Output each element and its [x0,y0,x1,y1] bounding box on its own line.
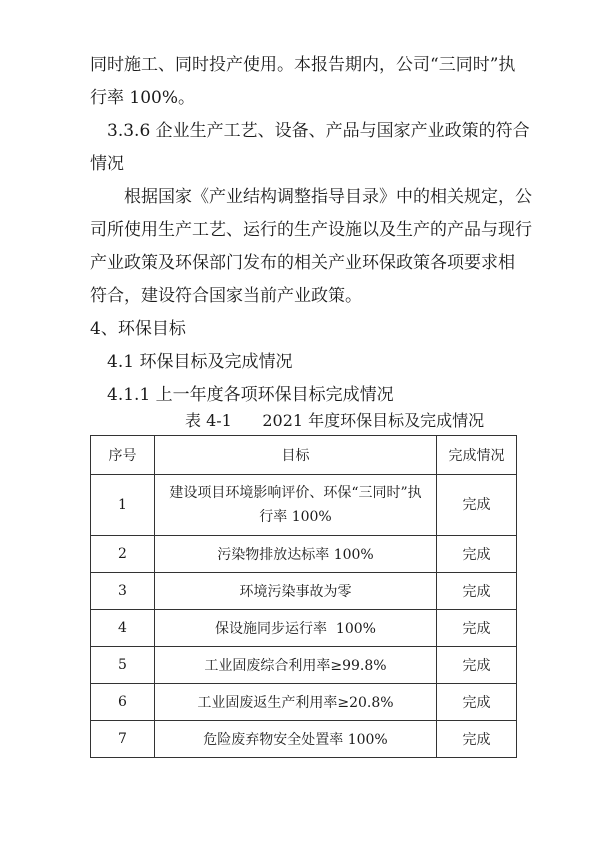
table-row [91,573,517,610]
row-goal: 保设施同步运行率 100% [155,610,437,647]
row-status: 完成 [437,610,517,647]
row-goal-line: 建设项目环境影响评价、环保“三同时”执 [169,485,422,501]
row-status: 完成 [437,536,517,573]
section-heading-4: 4、环保目标 [90,319,186,339]
table-row [91,536,517,573]
row-goal-line: 行率 100% [259,509,332,525]
table-row [91,610,517,647]
header-no: 序号 [91,436,155,475]
table-row [91,647,517,684]
row-no: 5 [91,647,155,684]
row-goal: 工业固废综合利用率≥99.8% [155,647,437,684]
section-heading-4-1: 4.1 环保目标及完成情况 [107,352,293,372]
table-row [91,721,517,758]
table-row [91,475,517,536]
row-no: 2 [91,536,155,573]
row-goal: 环境污染事故为零 [155,573,437,610]
header-status: 完成情况 [437,436,517,475]
row-no: 3 [91,573,155,610]
paragraph-line: 同时施工、同时投产使用。本报告期内，公司“三同时”执 [90,55,516,75]
section-heading-3-3-6-cont: 情况 [90,154,124,174]
row-no: 7 [91,721,155,758]
row-status: 完成 [437,573,517,610]
row-no: 1 [91,475,155,536]
paragraph-line: 行率 100%。 [90,88,196,108]
paragraph-line: 产业政策及环保部门发布的相关产业环保政策各项要求相 [90,253,515,273]
row-goal: 污染物排放达标率 100% [155,536,437,573]
goals-table [90,435,517,758]
row-goal: 工业固废返生产利用率≥20.8% [155,684,437,721]
section-heading-4-1-1: 4.1.1 上一年度各项环保目标完成情况 [107,385,394,405]
table-header-row [91,436,517,475]
table-caption: 表 4-1 2021 年度环保目标及完成情况 [185,411,485,430]
row-status: 完成 [437,684,517,721]
section-heading-3-3-6: 3.3.6 企业生产工艺、设备、产品与国家产业政策的符合 [107,121,530,141]
header-goal: 目标 [155,436,437,475]
paragraph-line: 符合，建设符合国家当前产业政策。 [90,286,362,306]
row-goal [155,475,437,536]
row-no: 4 [91,610,155,647]
paragraph-line: 司所使用生产工艺、运行的生产设施以及生产的产品与现行 [90,220,532,240]
row-status: 完成 [437,647,517,684]
paragraph-line: 根据国家《产业结构调整指导目录》中的相关规定，公 [124,187,532,207]
table-row [91,684,517,721]
row-status: 完成 [437,721,517,758]
row-status: 完成 [437,475,517,536]
row-no: 6 [91,684,155,721]
row-goal: 危险废弃物安全处置率 100% [155,721,437,758]
